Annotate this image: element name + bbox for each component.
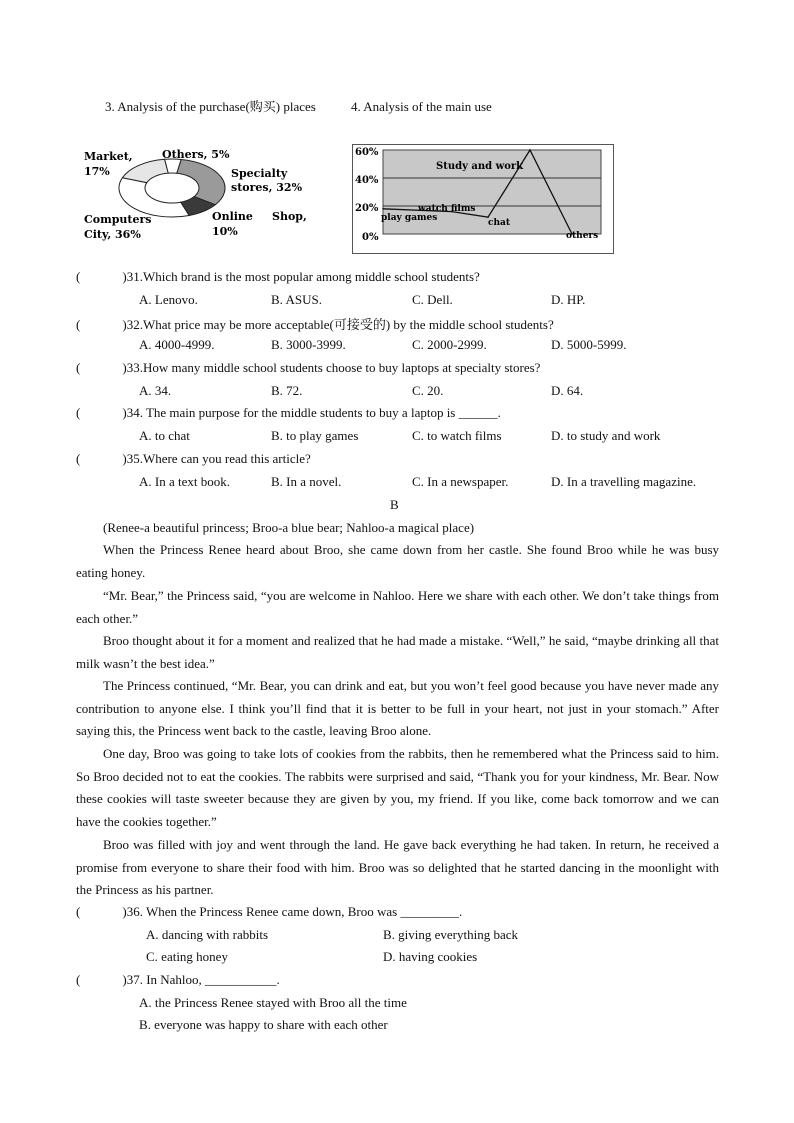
purchase-places-donut-chart [80, 140, 330, 245]
paragraph-3: Broo thought about it for a moment and realized that he had made a mistake. “Well,” he said, “maybe drinking all that milk wasn’t the best idea.” [76, 633, 719, 671]
label-study: Study and work [436, 161, 524, 172]
label-play: play games [381, 213, 438, 223]
question-35 [76, 451, 311, 467]
question-31-text: 31.Which brand is the most popular among middle school students? [126, 269, 480, 284]
q31-option-b[interactable]: B. ASUS. [271, 292, 322, 307]
label-specialty: Specialty [231, 167, 288, 180]
q33-option-c[interactable]: C. 20. [412, 383, 444, 398]
q32-option-b[interactable]: B. 3000-3999. [271, 337, 346, 352]
paragraph-5: One day, Broo was going to take lots of cookies from the rabbits, then he remembered what the Princess said to him. So Broo decided not to eat the cookies. The rabbits were surprised and said, “Thank you for your kindness, Mr. Bear. Now these cookies will taste sweeter because they are given by you, my friend. If you like, come back tomorrow and we can have the cookies together.” [76, 746, 719, 830]
label-others: others [566, 231, 599, 241]
q36-option-a[interactable]: A. dancing with rabbits [146, 927, 269, 942]
answer-bracket-open[interactable]: ( [76, 317, 81, 332]
label-others: Others, 5% [162, 148, 230, 161]
label-computers-pct: City, 36% [84, 228, 141, 241]
q34-option-d[interactable]: D. to study and work [551, 428, 661, 443]
q31-option-d[interactable]: D. HP. [551, 292, 586, 307]
q35-option-d[interactable]: D. In a travelling magazine. [551, 474, 697, 489]
label-specialty-pct: stores, 32% [231, 181, 303, 194]
answer-bracket-open[interactable]: ( [76, 904, 81, 919]
question-33 [76, 360, 540, 376]
main-use-line-chart [352, 144, 614, 254]
line-chart-title: 4. Analysis of the main use [351, 99, 492, 114]
q37-option-b[interactable]: B. everyone was happy to share with each other [139, 1017, 388, 1032]
q31-option-a[interactable]: A. Lenovo. [139, 292, 198, 307]
question-37 [76, 972, 280, 988]
q34-option-b[interactable]: B. to play games [271, 428, 359, 443]
answer-bracket-open[interactable]: ( [76, 405, 81, 420]
question-33-text: 33.How many middle school students choose to buy laptops at specialty stores? [126, 360, 541, 375]
q31-option-c[interactable]: C. Dell. [412, 292, 453, 307]
pie-chart-title: 3. Analysis of the purchase(购买) places [105, 99, 316, 114]
question-32-text: 32.What price may be more acceptable(可接受的) by the middle school students? [126, 317, 554, 332]
q33-option-b[interactable]: B. 72. [271, 383, 303, 398]
question-31 [76, 269, 480, 285]
point-study-and-work [529, 149, 531, 151]
answer-bracket-close: ) [122, 269, 127, 284]
label-watch: watch films [418, 204, 476, 214]
label-market-pct: 17% [84, 165, 110, 178]
q35-option-c[interactable]: C. In a newspaper. [412, 474, 509, 489]
section-b-heading: B [390, 497, 399, 512]
answer-bracket-close: ) [122, 904, 127, 919]
answer-bracket-close: ) [122, 317, 127, 332]
paragraph-2: “Mr. Bear,” the Princess said, “you are welcome in Nahloo. Here we share with each other. We don’t take things from each other.” [76, 588, 719, 626]
question-32 [76, 314, 554, 333]
donut-slice-specialty-stores [177, 159, 225, 204]
q35-option-a[interactable]: A. In a text book. [139, 474, 230, 489]
ytick-20: 20% [355, 203, 379, 214]
q34-option-a[interactable]: A. to chat [139, 428, 190, 443]
q36-option-d[interactable]: D. having cookies [383, 949, 478, 964]
q33-option-d[interactable]: D. 64. [551, 383, 584, 398]
label-chat: chat [488, 218, 511, 228]
section-b-intro: (Renee-a beautiful princess; Broo-a blue bear; Nahloo-a magical place) [103, 520, 475, 535]
q35-option-b[interactable]: B. In a novel. [271, 474, 342, 489]
q36-option-c[interactable]: C. eating honey [146, 949, 228, 964]
answer-bracket-close: ) [122, 360, 127, 375]
q33-option-a[interactable]: A. 34. [139, 383, 172, 398]
label-market: Market, [84, 150, 133, 163]
answer-bracket-close: ) [122, 451, 127, 466]
paragraph-4: The Princess continued, “Mr. Bear, you can drink and eat, but you won’t feel good because you have never made any contribution to anyone else. I think you’ll find that it is better to be full in your heart, not just in your stomach.” After saying this, the Princess went back to the castle, leaving Broo alone. [76, 678, 719, 739]
ytick-60: 60% [355, 147, 379, 158]
q36-option-b[interactable]: B. giving everything back [383, 927, 519, 942]
question-35-text: 35.Where can you read this article? [126, 451, 311, 466]
answer-bracket-open[interactable]: ( [76, 269, 81, 284]
answer-bracket-close: ) [122, 972, 127, 987]
question-37-text: 37. In Nahloo, ___________. [126, 972, 280, 987]
label-online: Online [212, 210, 253, 223]
paragraph-1: When the Princess Renee heard about Broo, she came down from her castle. She found Broo while he was busy eating honey. [76, 542, 719, 580]
answer-bracket-open[interactable]: ( [76, 972, 81, 987]
label-computers: Computers [84, 213, 152, 226]
q32-option-c[interactable]: C. 2000-2999. [412, 337, 487, 352]
q32-option-a[interactable]: A. 4000-4999. [139, 337, 215, 352]
answer-bracket-open[interactable]: ( [76, 360, 81, 375]
question-36 [76, 904, 462, 920]
q32-option-d[interactable]: D. 5000-5999. [551, 337, 627, 352]
label-online-shop: Shop, [272, 210, 307, 223]
answer-bracket-open[interactable]: ( [76, 451, 81, 466]
point-play-games [382, 208, 384, 210]
question-36-text: 36. When the Princess Renee came down, Broo was _________. [126, 904, 463, 919]
question-34-text: 34. The main purpose for the middle students to buy a laptop is ______. [126, 405, 501, 420]
q37-option-a[interactable]: A. the Princess Renee stayed with Broo all the time [139, 995, 407, 1010]
answer-bracket-close: ) [122, 405, 127, 420]
label-online-pct: 10% [212, 225, 238, 238]
ytick-40: 40% [355, 175, 379, 186]
q34-option-c[interactable]: C. to watch films [412, 428, 502, 443]
ytick-0: 0% [362, 232, 379, 243]
question-34 [76, 405, 501, 421]
paragraph-6: Broo was filled with joy and went through the land. He gave back everything he had taken. In return, he received a promise from everyone to share their food with him. Broo was so delighted that he started dancing in the moonlight with the Princess as his partner. [76, 837, 719, 898]
donut-slice-computers-city [119, 178, 189, 217]
